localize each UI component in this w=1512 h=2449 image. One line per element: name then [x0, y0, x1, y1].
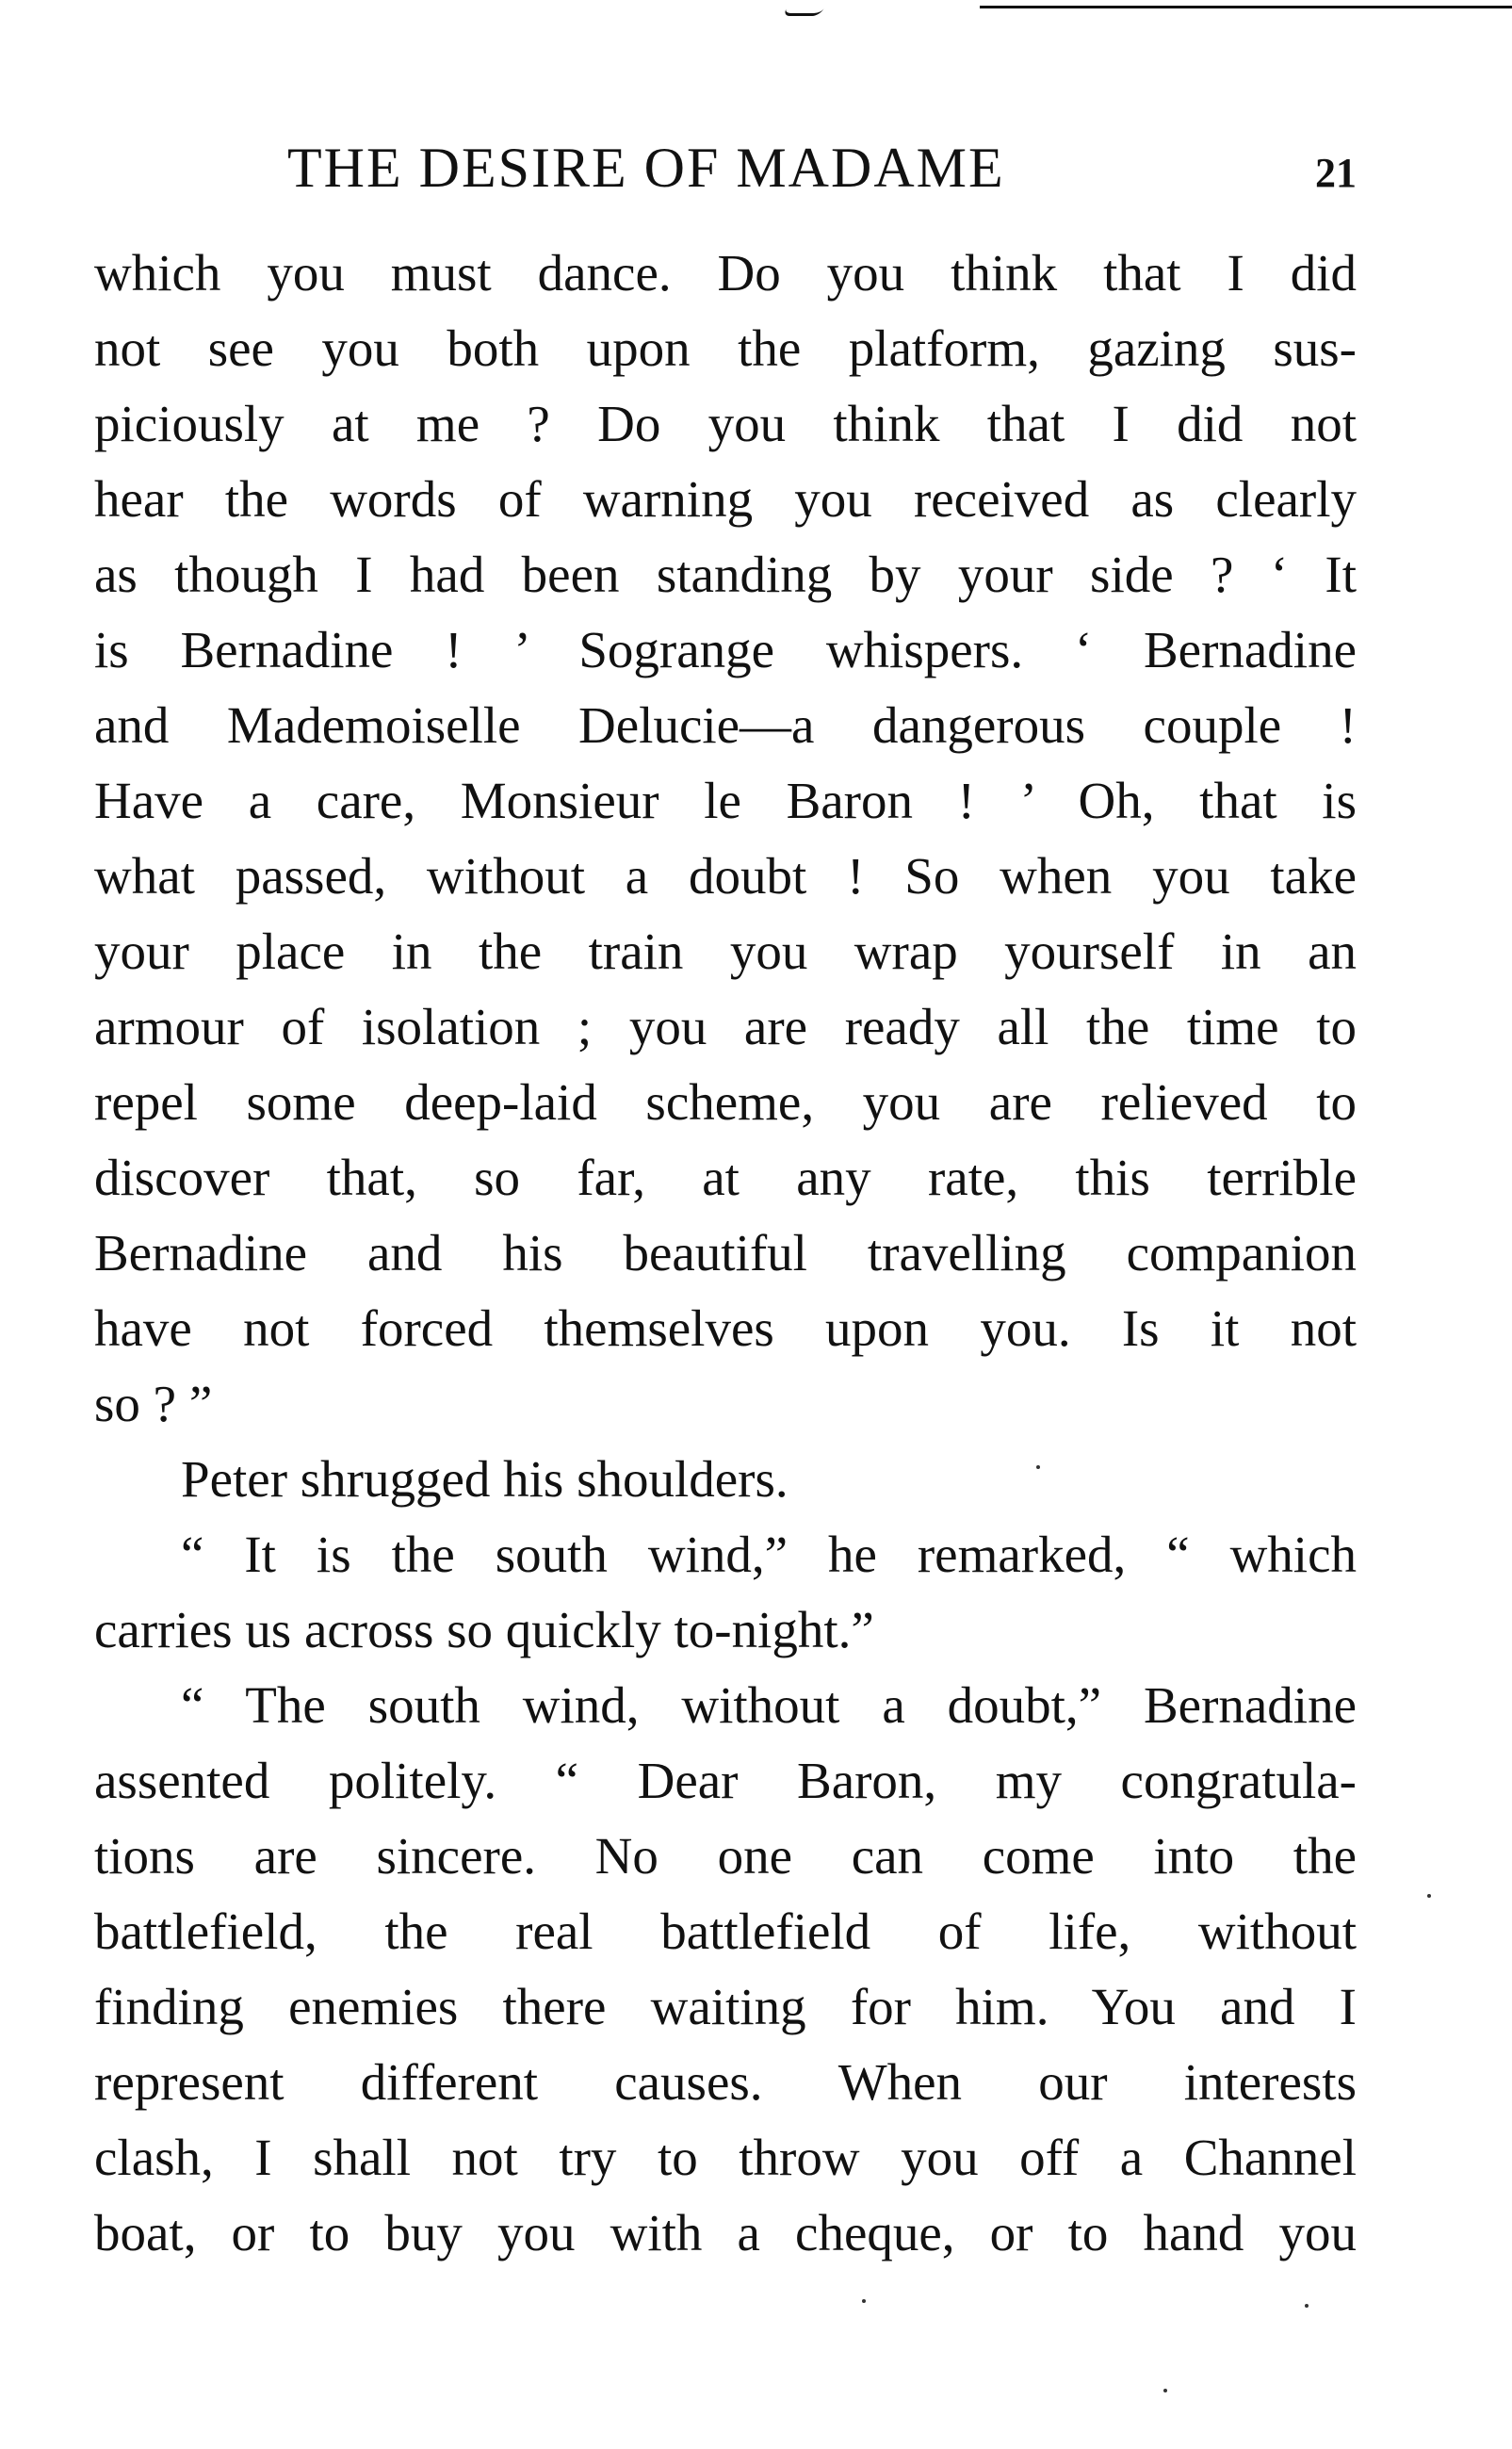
page-number: 21 [1315, 150, 1357, 196]
text-line: carries us across so quickly to-night.” [94, 1601, 874, 1658]
text-line: your place in the train you wrap yourself in an [94, 922, 1357, 980]
print-speck [862, 2299, 866, 2303]
text-line: what passed, without a doubt ! So when you take [94, 847, 1357, 905]
text-line: represent different causes. When our interests [94, 2053, 1357, 2111]
text-line: battlefield, the real battlefield of life, without [94, 1902, 1357, 1960]
print-speck [1036, 1465, 1040, 1469]
text-line: Bernadine and his beautiful travelling companion [94, 1224, 1357, 1282]
text-line: “ It is the south wind,” he remarked, “ which [181, 1526, 1357, 1583]
text-line: as though I had been standing by your side ? ‘ It [94, 546, 1357, 603]
top-edge-mark [782, 0, 829, 16]
print-speck [1427, 1894, 1431, 1898]
text-line: is Bernadine ! ’ Sogrange whispers. ‘ Bernadine [94, 621, 1357, 678]
text-line: finding enemies there waiting for him. You and I [94, 1978, 1357, 2035]
text-line: “ The south wind, without a doubt,” Bernadine [181, 1676, 1357, 1734]
text-line: not see you both upon the platform, gazing sus- [94, 319, 1357, 377]
page-header [94, 130, 1357, 205]
text-line: which you must dance. Do you think that I did [94, 244, 1357, 302]
print-speck [1305, 2304, 1309, 2308]
text-line: so ? ” [94, 1375, 213, 1432]
text-line: boat, or to buy you with a cheque, or to hand you [94, 2204, 1357, 2261]
text-line: hear the words of warning you received as clearly [94, 470, 1357, 528]
text-line: tions are sincere. No one can come into the [94, 1827, 1357, 1885]
running-title: THE DESIRE OF MADAME [287, 137, 1005, 199]
print-speck [1163, 2389, 1167, 2392]
top-edge-rule [980, 6, 1512, 8]
text-line: discover that, so far, at any rate, this terrible [94, 1149, 1357, 1206]
text-line: and Mademoiselle Delucie—a dangerous couple ! [94, 696, 1357, 754]
text-line: repel some deep-laid scheme, you are relieved to [94, 1073, 1357, 1131]
body-text [94, 236, 1357, 2271]
text-line: Have a care, Monsieur le Baron ! ’ Oh, that is [94, 772, 1357, 829]
text-line: Peter shrugged his shoulders. [181, 1450, 789, 1508]
text-line: armour of isolation ; you are ready all the time to [94, 998, 1357, 1055]
text-line: clash, I shall not try to throw you off a Channel [94, 2129, 1357, 2186]
text-line: assented politely. “ Dear Baron, my congratula- [94, 1752, 1357, 1809]
text-line: have not forced themselves upon you. Is it not [94, 1299, 1357, 1357]
text-line: piciously at me ? Do you think that I did not [94, 395, 1357, 452]
